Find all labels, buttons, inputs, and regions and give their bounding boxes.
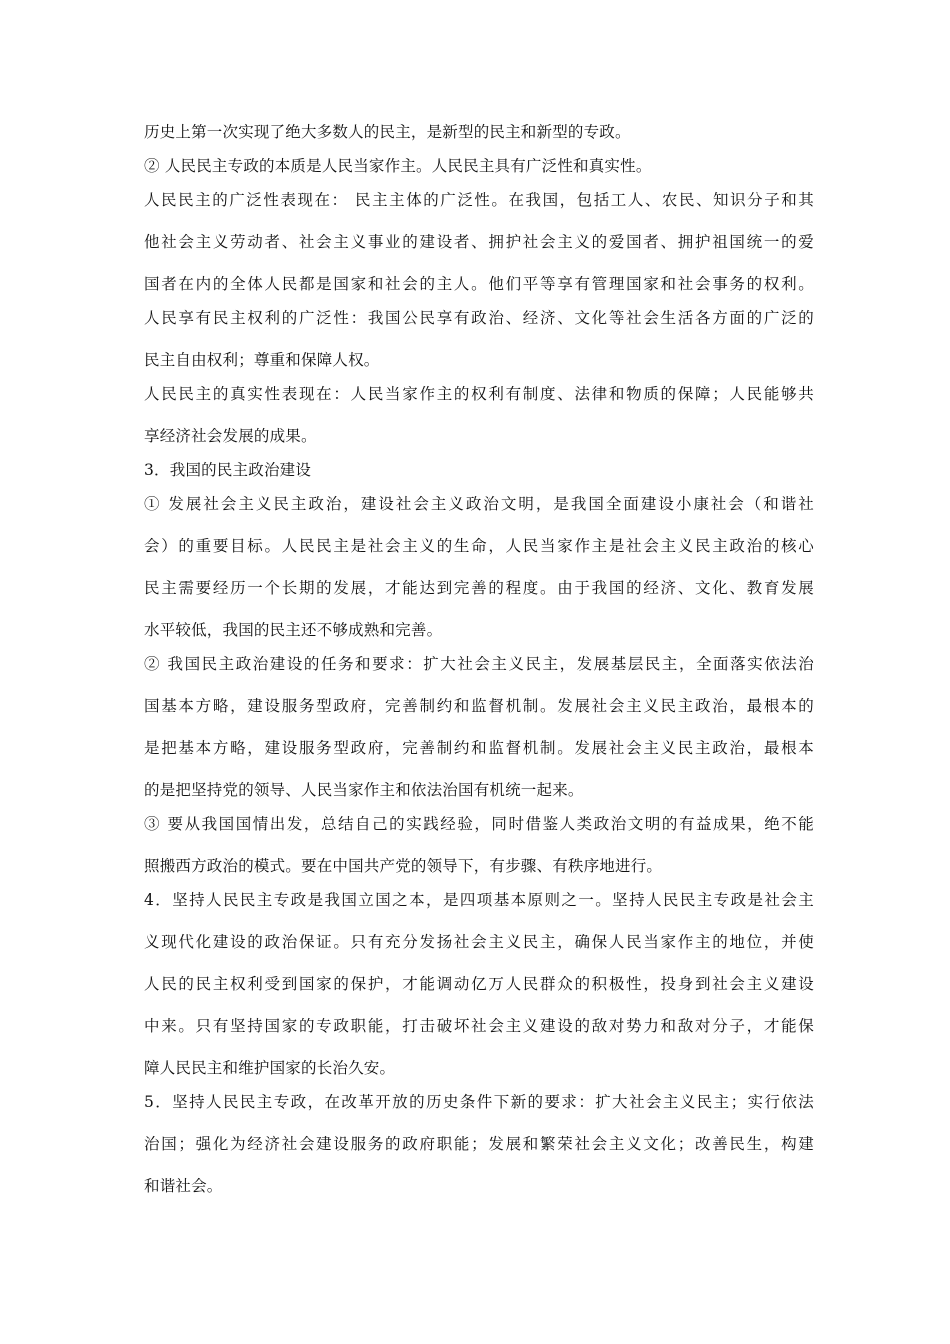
text-line: 国者在内的全体人民都是国家和社会的主人。他们平等享有管理国家和社会事务的权利。 bbox=[144, 275, 814, 293]
text-line: 4．坚持人民民主专政是我国立国之本，是四项基本原则之一。坚持人民民主专政是社会主 bbox=[144, 891, 814, 909]
text-line: 义现代化建设的政治保证。只有充分发扬社会主义民主，确保人民当家作主的地位，并使 bbox=[144, 933, 814, 951]
text-line: 中来。只有坚持国家的专政职能，打击破坏社会主义建设的敌对势力和敌对分子，才能保 bbox=[144, 1017, 814, 1035]
text-line: 历史上第一次实现了绝大多数人的民主，是新型的民主和新型的专政。 bbox=[144, 123, 631, 141]
text-line: 水平较低，我国的民主还不够成熟和完善。 bbox=[144, 621, 443, 639]
section-heading: 3．我国的民主政治建设 bbox=[144, 461, 312, 479]
text-line: 治国；强化为经济社会建设服务的政府职能；发展和繁荣社会主义文化；改善民生，构建 bbox=[144, 1135, 814, 1153]
text-line: ③ 要从我国国情出发，总结自己的实践经验，同时借鉴人类政治文明的有益成果，绝不能 bbox=[144, 815, 814, 833]
text-line: 民主需要经历一个长期的发展，才能达到完善的程度。由于我国的经济、文化、教育发展 bbox=[144, 579, 814, 597]
text-line: ② 人民民主专政的本质是人民当家作主。人民民主具有广泛性和真实性。 bbox=[144, 157, 652, 175]
text-line: 人民民主的广泛性表现在： 民主主体的广泛性。在我国，包括工人、农民、知识分子和其 bbox=[144, 191, 814, 209]
text-line: 会）的重要目标。人民民主是社会主义的生命，人民当家作主是社会主义民主政治的核心 bbox=[144, 537, 814, 555]
text-line: ① 发展社会主义民主政治，建设社会主义政治文明，是我国全面建设小康社会（和谐社 bbox=[144, 495, 814, 513]
text-line: 和谐社会。 bbox=[144, 1177, 223, 1195]
document-body bbox=[144, 122, 814, 1210]
text-line: 国基本方略，建设服务型政府，完善制约和监督机制。发展社会主义民主政治，最根本的 bbox=[144, 697, 814, 715]
text-line: 是把基本方略，建设服务型政府，完善制约和监督机制。发展社会主义民主政治，最根本 bbox=[144, 739, 814, 757]
text-line: 5．坚持人民民主专政，在改革开放的历史条件下新的要求：扩大社会主义民主；实行依法 bbox=[144, 1093, 814, 1111]
text-line: 人民享有民主权利的广泛性：我国公民享有政治、经济、文化等社会生活各方面的广泛的 bbox=[144, 309, 814, 327]
text-line: 的是把坚持党的领导、人民当家作主和依法治国有机统一起来。 bbox=[144, 781, 584, 799]
text-line: 他社会主义劳动者、社会主义事业的建设者、拥护社会主义的爱国者、拥护祖国统一的爱 bbox=[144, 233, 814, 251]
text-line: 障人民民主和维护国家的长治久安。 bbox=[144, 1059, 396, 1077]
text-line: ② 我国民主政治建设的任务和要求：扩大社会主义民主，发展基层民主，全面落实依法治 bbox=[144, 655, 814, 673]
text-line: 人民的民主权利受到国家的保护，才能调动亿万人民群众的积极性，投身到社会主义建设 bbox=[144, 975, 814, 993]
text-line: 照搬西方政治的模式。要在中国共产党的领导下，有步骤、有秩序地进行。 bbox=[144, 857, 663, 875]
text-line: 人民民主的真实性表现在：人民当家作主的权利有制度、法律和物质的保障；人民能够共 bbox=[144, 385, 814, 403]
text-line: 民主自由权利；尊重和保障人权。 bbox=[144, 351, 380, 369]
text-line: 享经济社会发展的成果。 bbox=[144, 427, 317, 445]
